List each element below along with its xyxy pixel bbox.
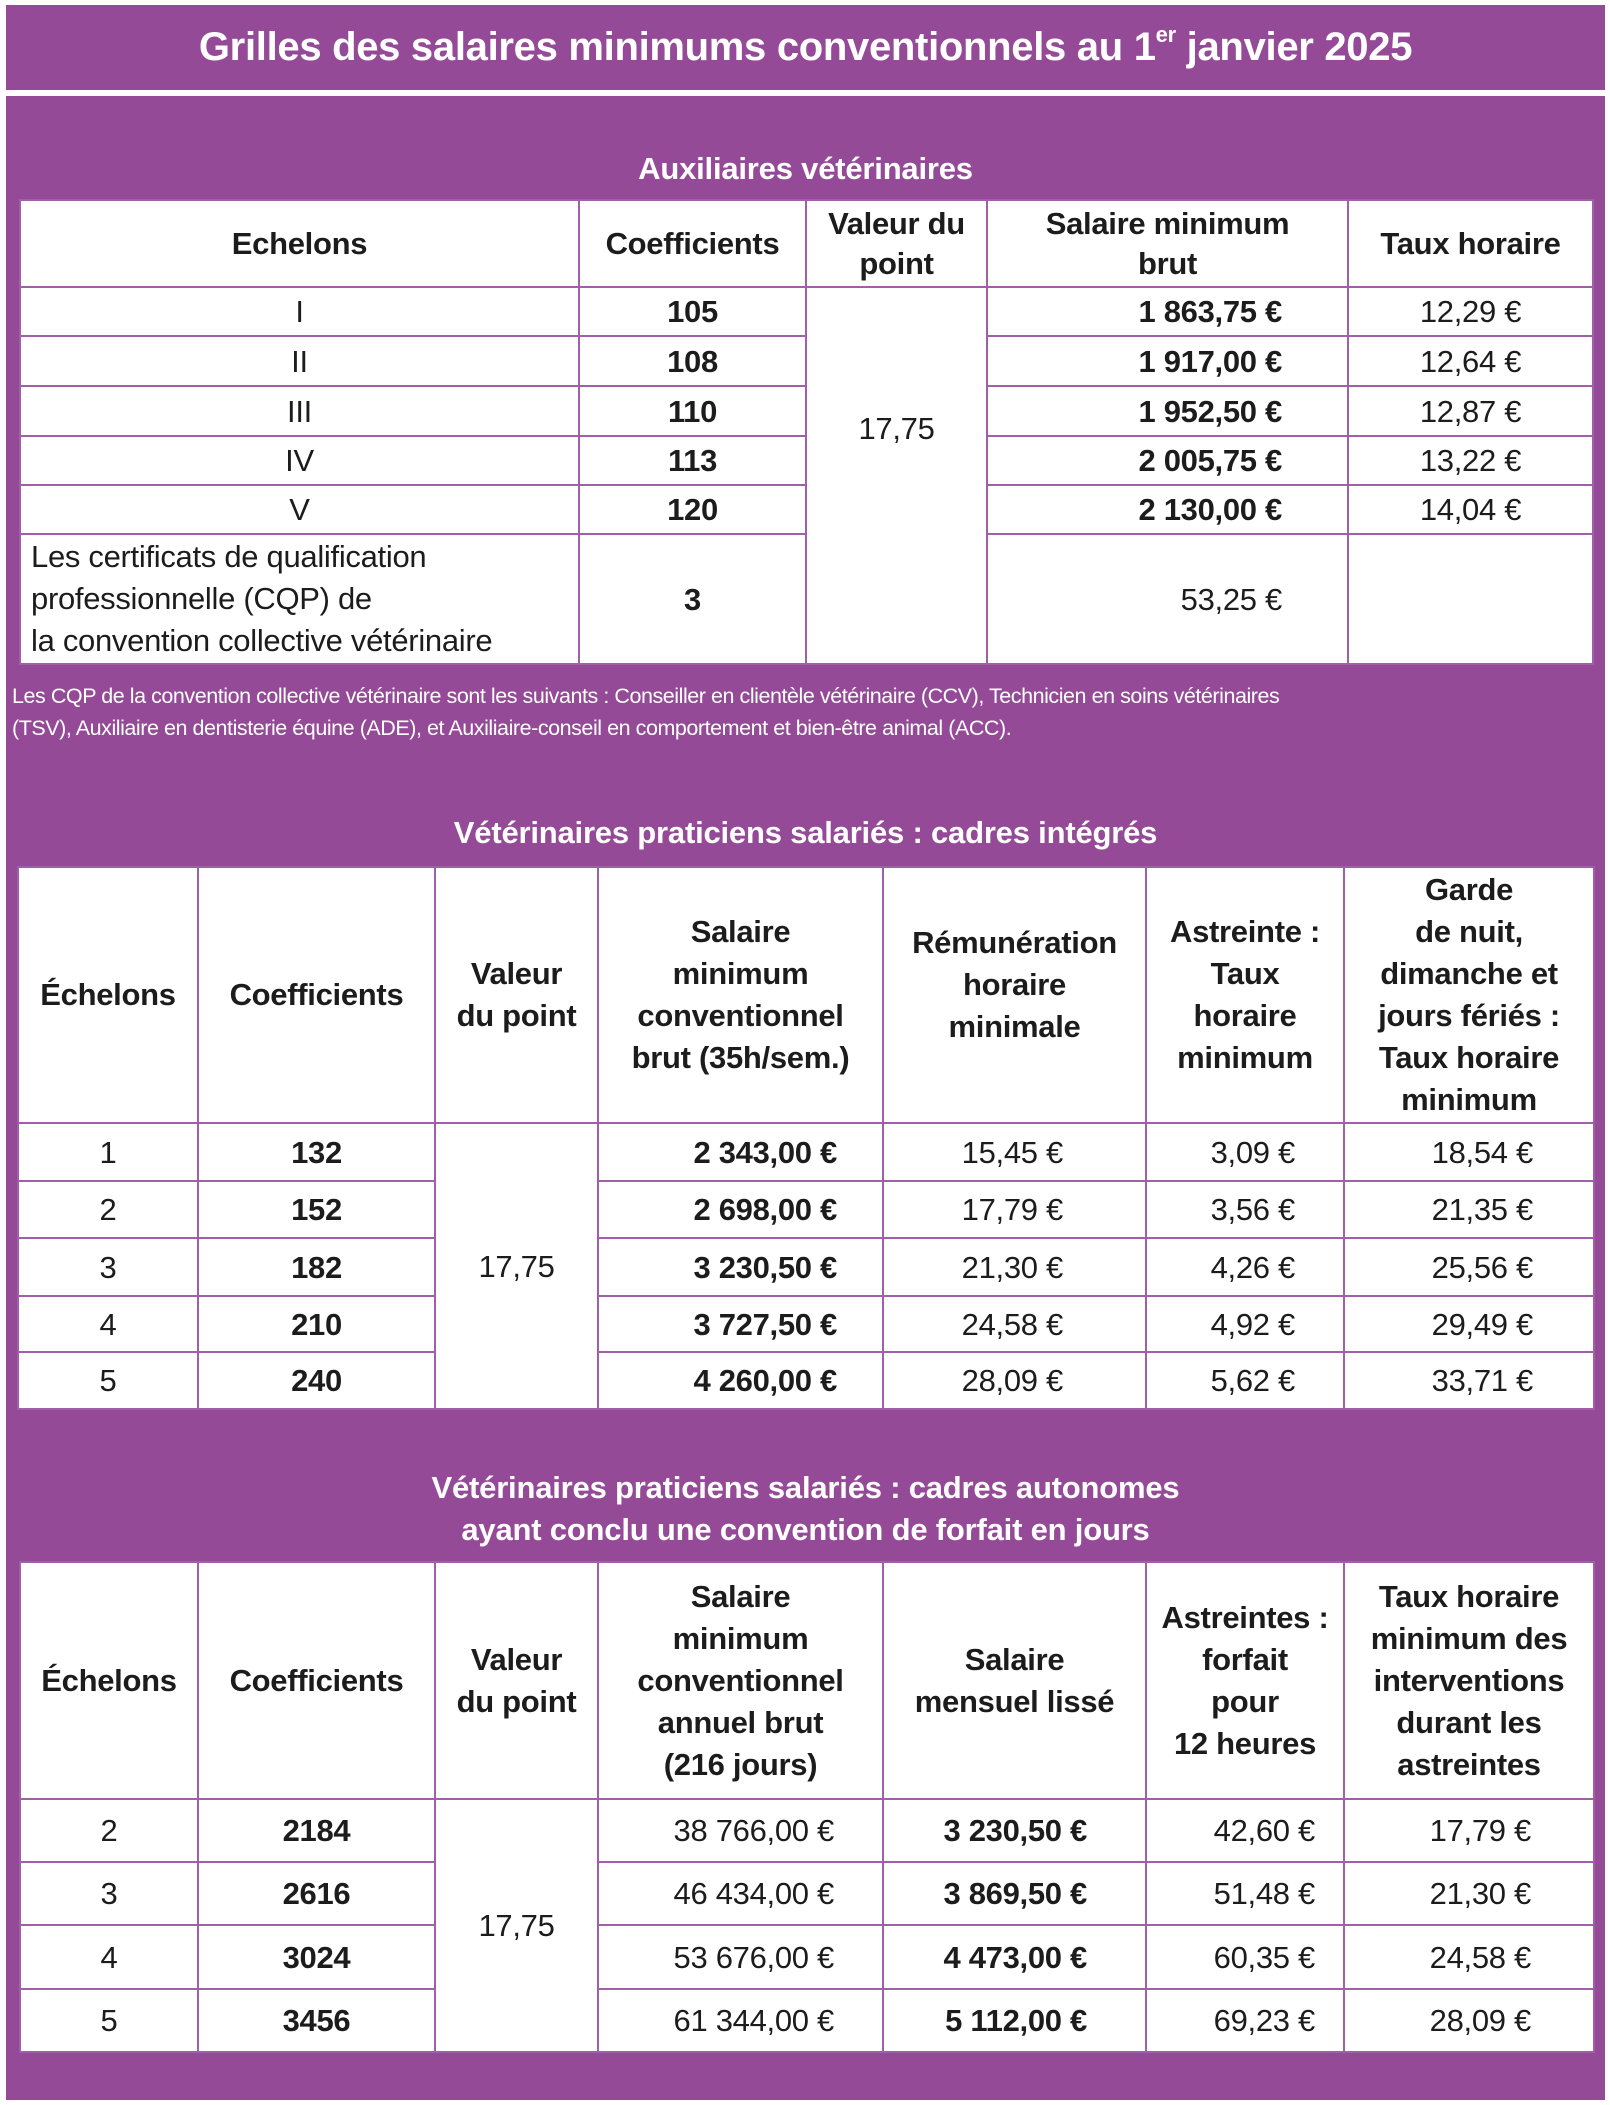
cqp-label-line: professionnelle (CQP) de: [31, 581, 372, 616]
coefficient-cell: 210: [198, 1296, 435, 1352]
echelon-cell: 2: [18, 1181, 198, 1238]
header-astreinte: [1146, 867, 1344, 1123]
page-title-text: Grilles des salaires minimums conventionnels au 1: [198, 25, 1156, 69]
header-line: brut (35h/sem.): [631, 1040, 850, 1075]
cqp-coefficient-cell: 3: [579, 534, 806, 664]
salaire-cell: 1 863,75 €: [987, 287, 1348, 336]
taux-cell: 21,30 €: [1344, 1862, 1594, 1925]
astreinte-cell: 3,56 €: [1146, 1181, 1344, 1238]
remuneration-cell: 21,30 €: [883, 1238, 1146, 1296]
garde-cell: 18,54 €: [1344, 1123, 1594, 1181]
header-valeur-point: [435, 1562, 598, 1799]
valeur-point-cell: 17,75: [435, 1123, 598, 1409]
echelon-cell: I: [20, 287, 579, 336]
garde-cell: 29,49 €: [1344, 1296, 1594, 1352]
coefficient-cell: 3456: [198, 1989, 435, 2052]
astreintes-cell: 69,23 €: [1146, 1989, 1344, 2052]
header-line: Salaire: [690, 914, 791, 949]
salaire-cell: 2 343,00 €: [598, 1123, 883, 1181]
header-taux: [1344, 1562, 1594, 1799]
header-line: minimum: [1401, 1082, 1537, 1117]
header-valeur-point: Valeur du point: [806, 200, 987, 287]
header-line: horaire: [1193, 998, 1297, 1033]
header-line: minimum: [672, 1620, 809, 1656]
cqp-label-cell: [20, 534, 579, 664]
valeur-point-cell: 17,75: [435, 1799, 598, 2052]
cqp-salaire-cell: 53,25 €: [987, 534, 1348, 664]
table-cadres-integres: [17, 866, 1595, 1410]
coefficient-cell: 108: [579, 336, 806, 386]
header-line: du point: [456, 1683, 577, 1719]
salaire-mensuel-cell: 3 869,50 €: [883, 1862, 1146, 1925]
page-title-date: janvier 2025: [1175, 25, 1413, 69]
garde-cell: 21,35 €: [1344, 1181, 1594, 1238]
header-line: minimum: [1177, 1040, 1313, 1075]
section-title-line: ayant conclu une convention de forfait en jours: [461, 1512, 1150, 1547]
cqp-label-line: Les certificats de qualification: [31, 539, 427, 574]
salaire-cell: 2 130,00 €: [987, 485, 1348, 534]
section-title-line: Vétérinaires praticiens salariés : cadres autonomes: [431, 1470, 1180, 1505]
header-taux: Taux horaire: [1348, 200, 1593, 287]
page-title-banner: [6, 5, 1605, 90]
remuneration-cell: 17,79 €: [883, 1181, 1146, 1238]
salaire-cell: 2 005,75 €: [987, 436, 1348, 485]
echelon-cell: II: [20, 336, 579, 386]
table-header-row: [18, 867, 1594, 1123]
header-line: forfait: [1202, 1641, 1288, 1677]
header-line: conventionnel: [637, 998, 844, 1033]
header-line: dimanche et: [1380, 956, 1558, 991]
header-line: astreintes: [1397, 1746, 1541, 1782]
header-line: Astreinte :: [1169, 914, 1320, 949]
header-garde: [1344, 867, 1594, 1123]
echelon-cell: 5: [18, 1352, 198, 1409]
table-row: [20, 1799, 1594, 1862]
taux-cell: 28,09 €: [1344, 1989, 1594, 2052]
header-line: horaire: [963, 967, 1066, 1002]
section-title-cadres-integres: Vétérinaires praticiens salariés : cadres intégrés: [453, 815, 1158, 850]
salaire-annuel-cell: 38 766,00 €: [598, 1799, 883, 1862]
taux-cell: 17,79 €: [1344, 1799, 1594, 1862]
header-salaire-mensuel: [883, 1562, 1146, 1799]
astreinte-cell: 5,62 €: [1146, 1352, 1344, 1409]
echelon-cell: V: [20, 485, 579, 534]
header-line: Taux horaire: [1378, 1040, 1560, 1075]
astreinte-cell: 4,26 €: [1146, 1238, 1344, 1296]
echelon-cell: 1: [18, 1123, 198, 1181]
header-line: pour: [1211, 1683, 1279, 1719]
astreinte-cell: 4,92 €: [1146, 1296, 1344, 1352]
header-coefficients: Coefficients: [198, 1562, 435, 1799]
echelon-cell: 4: [18, 1296, 198, 1352]
astreinte-cell: 3,09 €: [1146, 1123, 1344, 1181]
salaire-mensuel-cell: 3 230,50 €: [883, 1799, 1146, 1862]
header-line: de nuit,: [1415, 914, 1523, 949]
remuneration-cell: 28,09 €: [883, 1352, 1146, 1409]
echelon-cell: IV: [20, 436, 579, 485]
header-line: Salaire: [964, 1641, 1065, 1677]
echelon-cell: 2: [20, 1799, 198, 1862]
section-title-auxiliaires: Auxiliaires vétérinaires: [638, 151, 973, 186]
table-row: [20, 1862, 1594, 1925]
salaire-annuel-cell: 61 344,00 €: [598, 1989, 883, 2052]
coefficient-cell: 132: [198, 1123, 435, 1181]
page-title: [198, 22, 1413, 70]
table-cadres-autonomes: [19, 1561, 1595, 2053]
echelon-cell: III: [20, 386, 579, 436]
header-salaire: Salaire minimum brut: [987, 200, 1348, 287]
table-row: [20, 287, 1593, 336]
salaire-annuel-cell: 46 434,00 €: [598, 1862, 883, 1925]
header-line: 12 heures: [1173, 1725, 1317, 1761]
header-line: Salaire: [690, 1578, 791, 1614]
header-echelons: Échelons: [18, 867, 198, 1123]
remuneration-cell: 24,58 €: [883, 1296, 1146, 1352]
astreintes-cell: 51,48 €: [1146, 1862, 1344, 1925]
header-coefficients: Coefficients: [579, 200, 806, 287]
taux-cell: 12,87 €: [1348, 386, 1593, 436]
header-line: (216 jours): [663, 1746, 818, 1782]
taux-cell: 14,04 €: [1348, 485, 1593, 534]
header-line: Valeur: [470, 956, 563, 991]
garde-cell: 25,56 €: [1344, 1238, 1594, 1296]
header-line: Rémunération: [912, 925, 1117, 960]
header-line: Valeur: [470, 1641, 563, 1677]
header-line: interventions: [1373, 1662, 1565, 1698]
salaire-mensuel-cell: 4 473,00 €: [883, 1925, 1146, 1989]
table-row: [18, 1352, 1594, 1409]
header-salaire-annuel: [598, 1562, 883, 1799]
header-line: Garde: [1424, 872, 1514, 907]
astreintes-cell: 42,60 €: [1146, 1799, 1344, 1862]
coefficient-cell: 2616: [198, 1862, 435, 1925]
echelon-cell: 4: [20, 1925, 198, 1989]
salaire-cell: 4 260,00 €: [598, 1352, 883, 1409]
header-line: conventionnel: [637, 1662, 844, 1698]
coefficient-cell: 182: [198, 1238, 435, 1296]
page-title-superscript: er: [1155, 22, 1176, 47]
salaire-cell: 3 727,50 €: [598, 1296, 883, 1352]
section-title-cadres-autonomes: [6, 1467, 1605, 1551]
salaire-cell: 1 917,00 €: [987, 336, 1348, 386]
taux-cell: 13,22 €: [1348, 436, 1593, 485]
remuneration-cell: 15,45 €: [883, 1123, 1146, 1181]
header-remuneration: [883, 867, 1146, 1123]
coefficient-cell: 3024: [198, 1925, 435, 1989]
coefficient-cell: 240: [198, 1352, 435, 1409]
salaire-mensuel-cell: 5 112,00 €: [883, 1989, 1146, 2052]
coefficient-cell: 2184: [198, 1799, 435, 1862]
astreintes-cell: 60,35 €: [1146, 1925, 1344, 1989]
footnote-line: Les CQP de la convention collective vétérinaire sont les suivants : Conseiller en clientèle vétérinaire (CCV), Technicien en soins vétérinaires: [12, 684, 1280, 708]
header-line: du point: [456, 998, 577, 1033]
header-echelons: Echelons: [20, 200, 579, 287]
salaire-cell: 2 698,00 €: [598, 1181, 883, 1238]
header-line: annuel brut: [657, 1704, 824, 1740]
table-row: [20, 1989, 1594, 2052]
coefficient-cell: 152: [198, 1181, 435, 1238]
header-echelons: Échelons: [20, 1562, 198, 1799]
table-row: [18, 1296, 1594, 1352]
coefficient-cell: 113: [579, 436, 806, 485]
table-row: [18, 1123, 1594, 1181]
salaire-cell: 1 952,50 €: [987, 386, 1348, 436]
cqp-footnote: [12, 680, 1602, 744]
header-line: minimale: [948, 1009, 1081, 1044]
header-line: minimum: [672, 956, 809, 991]
taux-cell: 24,58 €: [1344, 1925, 1594, 1989]
header-line: jours fériés :: [1378, 998, 1560, 1033]
salaire-annuel-cell: 53 676,00 €: [598, 1925, 883, 1989]
header-line: Astreintes :: [1161, 1599, 1329, 1635]
header-astreintes: [1146, 1562, 1344, 1799]
footnote-line: (TSV), Auxiliaire en dentisterie équine (ADE), et Auxiliaire-conseil en comportement et bien-être animal (ACC).: [12, 716, 1012, 740]
header-salaire: [598, 867, 883, 1123]
coefficient-cell: 120: [579, 485, 806, 534]
cqp-label-line: la convention collective vétérinaire: [31, 623, 493, 658]
valeur-point-cell: 17,75: [806, 287, 987, 664]
header-line: Taux horaire: [1378, 1578, 1560, 1614]
echelon-cell: 5: [20, 1989, 198, 2052]
echelon-cell: 3: [20, 1862, 198, 1925]
coefficient-cell: 105: [579, 287, 806, 336]
table-header-row: [20, 200, 1593, 287]
echelon-cell: 3: [18, 1238, 198, 1296]
garde-cell: 33,71 €: [1344, 1352, 1594, 1409]
table-row: [20, 1925, 1594, 1989]
table-row: [18, 1238, 1594, 1296]
cqp-taux-cell: [1348, 534, 1593, 664]
header-line: durant les: [1396, 1704, 1542, 1740]
salaire-cell: 3 230,50 €: [598, 1238, 883, 1296]
header-line: minimum des: [1370, 1620, 1568, 1656]
coefficient-cell: 110: [579, 386, 806, 436]
taux-cell: 12,29 €: [1348, 287, 1593, 336]
header-line: Taux: [1210, 956, 1280, 991]
taux-cell: 12,64 €: [1348, 336, 1593, 386]
table-row: [18, 1181, 1594, 1238]
header-valeur-point: [435, 867, 598, 1123]
header-line: mensuel lissé: [914, 1683, 1115, 1719]
table-auxiliaires: [19, 199, 1594, 665]
table-header-row: [20, 1562, 1594, 1799]
header-coefficients: Coefficients: [198, 867, 435, 1123]
